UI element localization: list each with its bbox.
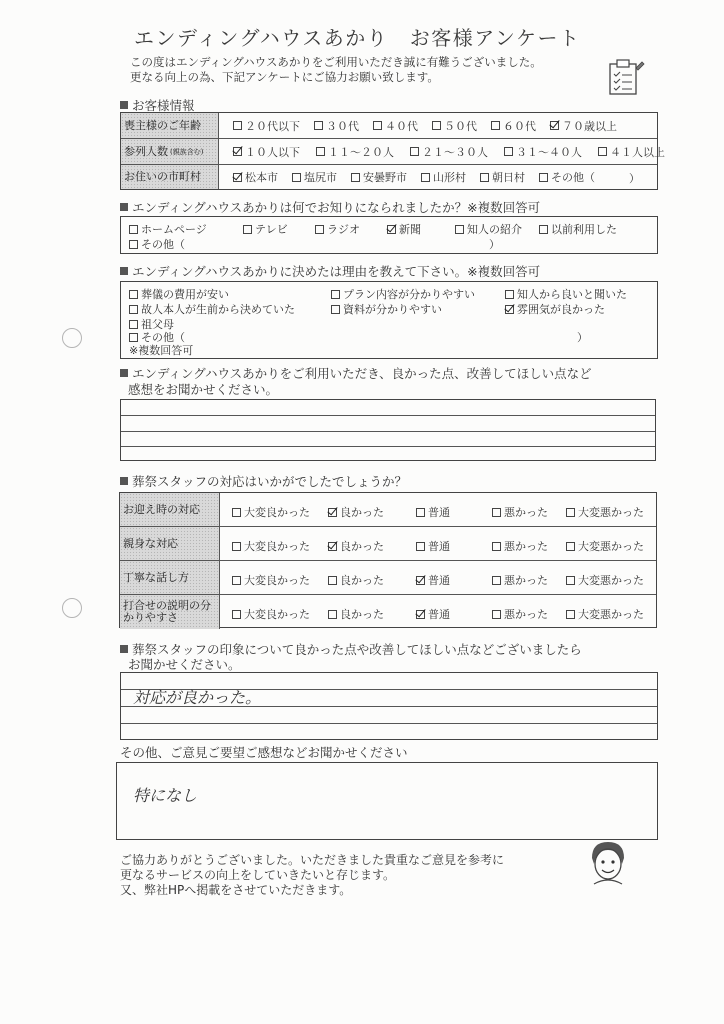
checkbox[interactable] [232, 576, 241, 585]
checkbox[interactable] [243, 225, 252, 234]
attendees-label: 参列人数 (親族含む) [121, 139, 219, 164]
checked-checkbox[interactable] [328, 542, 337, 551]
checkbox[interactable] [416, 542, 425, 551]
reason-option[interactable] [331, 301, 442, 317]
reason-note: ※複数回答可 [129, 344, 194, 357]
option-label: ２１～３０人 [422, 145, 488, 159]
rating-label: 普通 [428, 540, 450, 553]
option-label: ３０代 [326, 119, 359, 133]
option-label: 塩尻市 [304, 171, 337, 184]
checkbox[interactable] [432, 121, 441, 130]
rating-label: 大変悪かった [578, 608, 644, 621]
rating-label: 普通 [428, 574, 450, 587]
staff-eval-heading: 葬祭スタッフの対応はいかがでしたでしょうか？ [120, 472, 407, 490]
other-answer-box[interactable] [116, 762, 658, 840]
rating-label: 大変良かった [244, 506, 310, 519]
option-label: ２０代以下 [245, 119, 300, 133]
answer-rule [121, 415, 655, 416]
checked-checkbox[interactable] [233, 147, 242, 156]
survey-title: エンディングハウスあかり お客様アンケート [134, 26, 581, 50]
checkbox[interactable] [351, 173, 360, 182]
rating-option[interactable] [566, 538, 644, 554]
option-label: その他（ [141, 238, 185, 251]
checkbox[interactable] [421, 173, 430, 182]
option-label: 知人の紹介 [467, 223, 522, 236]
checkbox[interactable] [373, 121, 382, 130]
checkbox[interactable] [232, 542, 241, 551]
source-question-heading: エンディングハウスあかりは何でお知りになられましたか？※複数回答可 [120, 198, 540, 216]
source-options-box [120, 216, 658, 254]
rating-option[interactable] [328, 572, 384, 588]
checked-checkbox[interactable] [233, 173, 242, 182]
checkbox[interactable] [328, 610, 337, 619]
rating-option[interactable] [566, 606, 644, 622]
checked-checkbox[interactable] [416, 610, 425, 619]
staff-eval-row [120, 595, 656, 629]
checkbox[interactable] [566, 576, 575, 585]
option-item[interactable] [421, 169, 466, 185]
checkbox[interactable] [505, 290, 514, 299]
rating-label: 大変悪かった [578, 574, 644, 587]
checkbox[interactable] [566, 610, 575, 619]
rating-label: 大変良かった [244, 574, 310, 587]
reason-option[interactable] [129, 286, 229, 302]
option-item[interactable] [598, 144, 665, 160]
rating-label: 悪かった [504, 574, 548, 587]
staff-face-illustration [586, 838, 630, 888]
reason-option[interactable] [331, 286, 475, 302]
checkbox[interactable] [129, 333, 138, 342]
checkbox[interactable] [598, 147, 607, 156]
checkbox[interactable] [331, 305, 340, 314]
reason-option[interactable] [505, 301, 605, 317]
option-item[interactable] [373, 118, 418, 134]
option-item[interactable] [292, 169, 337, 185]
source-option[interactable] [129, 221, 207, 237]
source-option[interactable] [129, 236, 185, 252]
city-other-close: ） [629, 172, 640, 185]
checkbox[interactable] [492, 576, 501, 585]
rating-option[interactable] [492, 538, 548, 554]
checkbox[interactable] [480, 173, 489, 182]
checkbox[interactable] [232, 508, 241, 517]
checkbox[interactable] [129, 225, 138, 234]
punch-hole [62, 328, 82, 348]
checked-checkbox[interactable] [328, 508, 337, 517]
option-label: 資料が分かりやすい [343, 303, 442, 316]
rating-option[interactable] [492, 504, 548, 520]
rating-label: 悪かった [504, 540, 548, 553]
other-handwritten-answer: 特になし [133, 786, 198, 805]
staff-eval-label: お迎え時の対応 [120, 493, 220, 526]
option-label: テレビ [255, 223, 288, 236]
reason-options-box [120, 281, 658, 359]
checked-checkbox[interactable] [505, 305, 514, 314]
option-label: ７０歳以上 [562, 119, 617, 133]
option-item[interactable] [316, 144, 394, 160]
closing-message: ご協力ありがとうございました。いただきました貴重なご意見を参考に 更なるサービスの向上をしていきたいと存じます。 又、弊社HPへ掲載をさせていただきます。 [120, 853, 505, 897]
rating-label: 大変悪かった [578, 540, 644, 553]
answer-rule [121, 723, 657, 724]
rating-label: 大変良かった [244, 608, 310, 621]
rating-option[interactable] [492, 572, 548, 588]
rating-label: 良かった [340, 608, 384, 621]
checkbox[interactable] [491, 121, 500, 130]
intro-text: この度はエンディングハウスあかりをご利用いただき誠に有難うございました。 更なる向上の為、下記アンケートにご協力お願い致します。 [130, 55, 542, 84]
source-option[interactable] [455, 221, 522, 237]
attendees-options [233, 139, 681, 164]
rating-label: 良かった [340, 574, 384, 587]
checked-checkbox[interactable] [416, 576, 425, 585]
staff-eval-label: 親身な対応 [120, 527, 220, 560]
option-label: その他（ [141, 331, 185, 344]
option-label: 故人本人が生前から決めていた [141, 303, 295, 316]
option-item[interactable] [410, 144, 488, 160]
option-item[interactable] [233, 118, 300, 134]
age-options [233, 113, 631, 138]
staff-eval-label: 打合せの説明の分かりやすさ [120, 595, 220, 629]
checkbox[interactable] [566, 542, 575, 551]
rating-label: 良かった [340, 540, 384, 553]
option-item[interactable] [491, 118, 536, 134]
punch-hole [62, 598, 82, 618]
checkbox[interactable] [328, 576, 337, 585]
rating-label: 悪かった [504, 608, 548, 621]
age-label: 喪主様のご年齢 [121, 113, 219, 138]
option-item[interactable] [480, 169, 525, 185]
option-item[interactable] [314, 118, 359, 134]
checkbox[interactable] [492, 508, 501, 517]
rating-option[interactable] [232, 606, 310, 622]
rating-option[interactable] [566, 572, 644, 588]
checkbox[interactable] [129, 320, 138, 329]
attendees-row [121, 139, 665, 165]
rating-label: 良かった [340, 506, 384, 519]
staff-eval-row [120, 493, 656, 527]
customer-info-heading: お客様情報 [120, 96, 195, 114]
checkbox[interactable] [331, 290, 340, 299]
rating-option[interactable] [416, 538, 450, 554]
checkbox[interactable] [566, 508, 575, 517]
rating-option[interactable] [232, 572, 310, 588]
staff-eval-table [119, 492, 657, 628]
city-options [233, 165, 609, 189]
rating-option[interactable] [416, 504, 450, 520]
option-item[interactable] [351, 169, 407, 185]
source-option[interactable] [387, 221, 421, 237]
checkbox[interactable] [539, 225, 548, 234]
rating-label: 普通 [428, 506, 450, 519]
feedback-question-subheading: 感想をお聞かせください。 [128, 382, 279, 397]
checkbox[interactable] [292, 173, 301, 182]
staff-eval-row [120, 561, 656, 595]
option-label: その他（ [551, 171, 595, 184]
option-label: 知人から良いと聞いた [517, 288, 627, 301]
checkbox[interactable] [504, 147, 513, 156]
answer-rule [121, 446, 655, 447]
rating-label: 大変良かった [244, 540, 310, 553]
option-item[interactable] [233, 169, 278, 185]
option-label: ５０代 [444, 119, 477, 133]
checkbox[interactable] [492, 610, 501, 619]
impression-question-subheading: お聞かせください。 [128, 657, 241, 672]
checkbox[interactable] [455, 225, 464, 234]
rating-label: 普通 [428, 608, 450, 621]
checkbox[interactable] [129, 305, 138, 314]
option-label: 松本市 [245, 171, 278, 184]
option-label: 新聞 [399, 223, 421, 236]
option-item[interactable] [504, 144, 582, 160]
option-label: プラン内容が分かりやすい [343, 288, 475, 301]
reason-other-close: ） [577, 331, 588, 344]
city-label: お住いの市町村 [121, 165, 219, 189]
option-label: 葬儀の費用が安い [141, 288, 229, 301]
source-option[interactable] [315, 221, 360, 237]
source-other-close: ） [489, 238, 500, 251]
rating-label: 大変悪かった [578, 506, 644, 519]
rating-label: 悪かった [504, 506, 548, 519]
city-row [121, 165, 657, 189]
option-label: １０人以下 [245, 145, 300, 159]
option-item[interactable] [432, 118, 477, 134]
checkbox[interactable] [316, 147, 325, 156]
checkbox[interactable] [233, 121, 242, 130]
impression-handwritten-answer: 対応が良かった。 [133, 688, 262, 707]
checkbox[interactable] [129, 290, 138, 299]
staff-eval-label: 丁寧な話し方 [120, 561, 220, 594]
rating-option[interactable] [232, 504, 310, 520]
rating-option[interactable] [416, 572, 450, 588]
rating-option[interactable] [416, 606, 450, 622]
impression-answer-box[interactable] [120, 672, 658, 740]
checkbox[interactable] [232, 610, 241, 619]
source-option[interactable] [243, 221, 288, 237]
feedback-question-heading: エンディングハウスあかりをご利用いただき、良かった点、改善してほしい点など [120, 364, 592, 382]
checkbox[interactable] [410, 147, 419, 156]
checkbox[interactable] [539, 173, 548, 182]
checkbox[interactable] [416, 508, 425, 517]
rating-option[interactable] [328, 606, 384, 622]
option-label: ４１人以上 [610, 145, 665, 159]
option-label: ラジオ [327, 223, 360, 236]
checkbox[interactable] [492, 542, 501, 551]
option-label: 雰囲気が良かった [517, 303, 605, 316]
checkbox[interactable] [129, 240, 138, 249]
other-question-heading: その他、ご意見ご要望ご感想などお聞かせください [120, 745, 408, 760]
option-label: ４０代 [385, 119, 418, 133]
rating-option[interactable] [328, 504, 384, 520]
option-label: １１～２０人 [328, 145, 394, 159]
option-item[interactable] [550, 118, 617, 134]
option-item[interactable] [539, 169, 595, 185]
checkbox[interactable] [315, 225, 324, 234]
reason-question-heading: エンディングハウスあかりに決めたは理由を教えて下さい。※複数回答可 [120, 262, 540, 280]
reason-option[interactable] [505, 286, 627, 302]
option-label: 朝日村 [492, 171, 525, 184]
staff-eval-row [120, 527, 656, 561]
option-item[interactable] [233, 144, 300, 160]
option-label: ホームページ [141, 223, 207, 236]
option-label: ３１～４０人 [516, 145, 582, 159]
checked-checkbox[interactable] [550, 121, 559, 130]
rating-option[interactable] [328, 538, 384, 554]
clipboard-icon [606, 58, 646, 96]
checkbox[interactable] [314, 121, 323, 130]
reason-option[interactable] [129, 301, 295, 317]
option-label: 安曇野市 [363, 171, 407, 184]
feedback-answer-box[interactable] [120, 399, 656, 461]
source-option[interactable] [539, 221, 617, 237]
option-label: 祖父母 [141, 318, 174, 331]
rating-option[interactable] [492, 606, 548, 622]
rating-option[interactable] [566, 504, 644, 520]
rating-option[interactable] [232, 538, 310, 554]
checked-checkbox[interactable] [387, 225, 396, 234]
customer-info-table [120, 112, 665, 190]
impression-question-heading: 葬祭スタッフの印象について良かった点や改善してほしい点などございましたら [120, 640, 582, 658]
option-label: 以前利用した [551, 223, 617, 236]
age-row [121, 113, 657, 139]
option-label: ６０代 [503, 119, 536, 133]
option-label: 山形村 [433, 171, 466, 184]
answer-rule [121, 431, 655, 432]
